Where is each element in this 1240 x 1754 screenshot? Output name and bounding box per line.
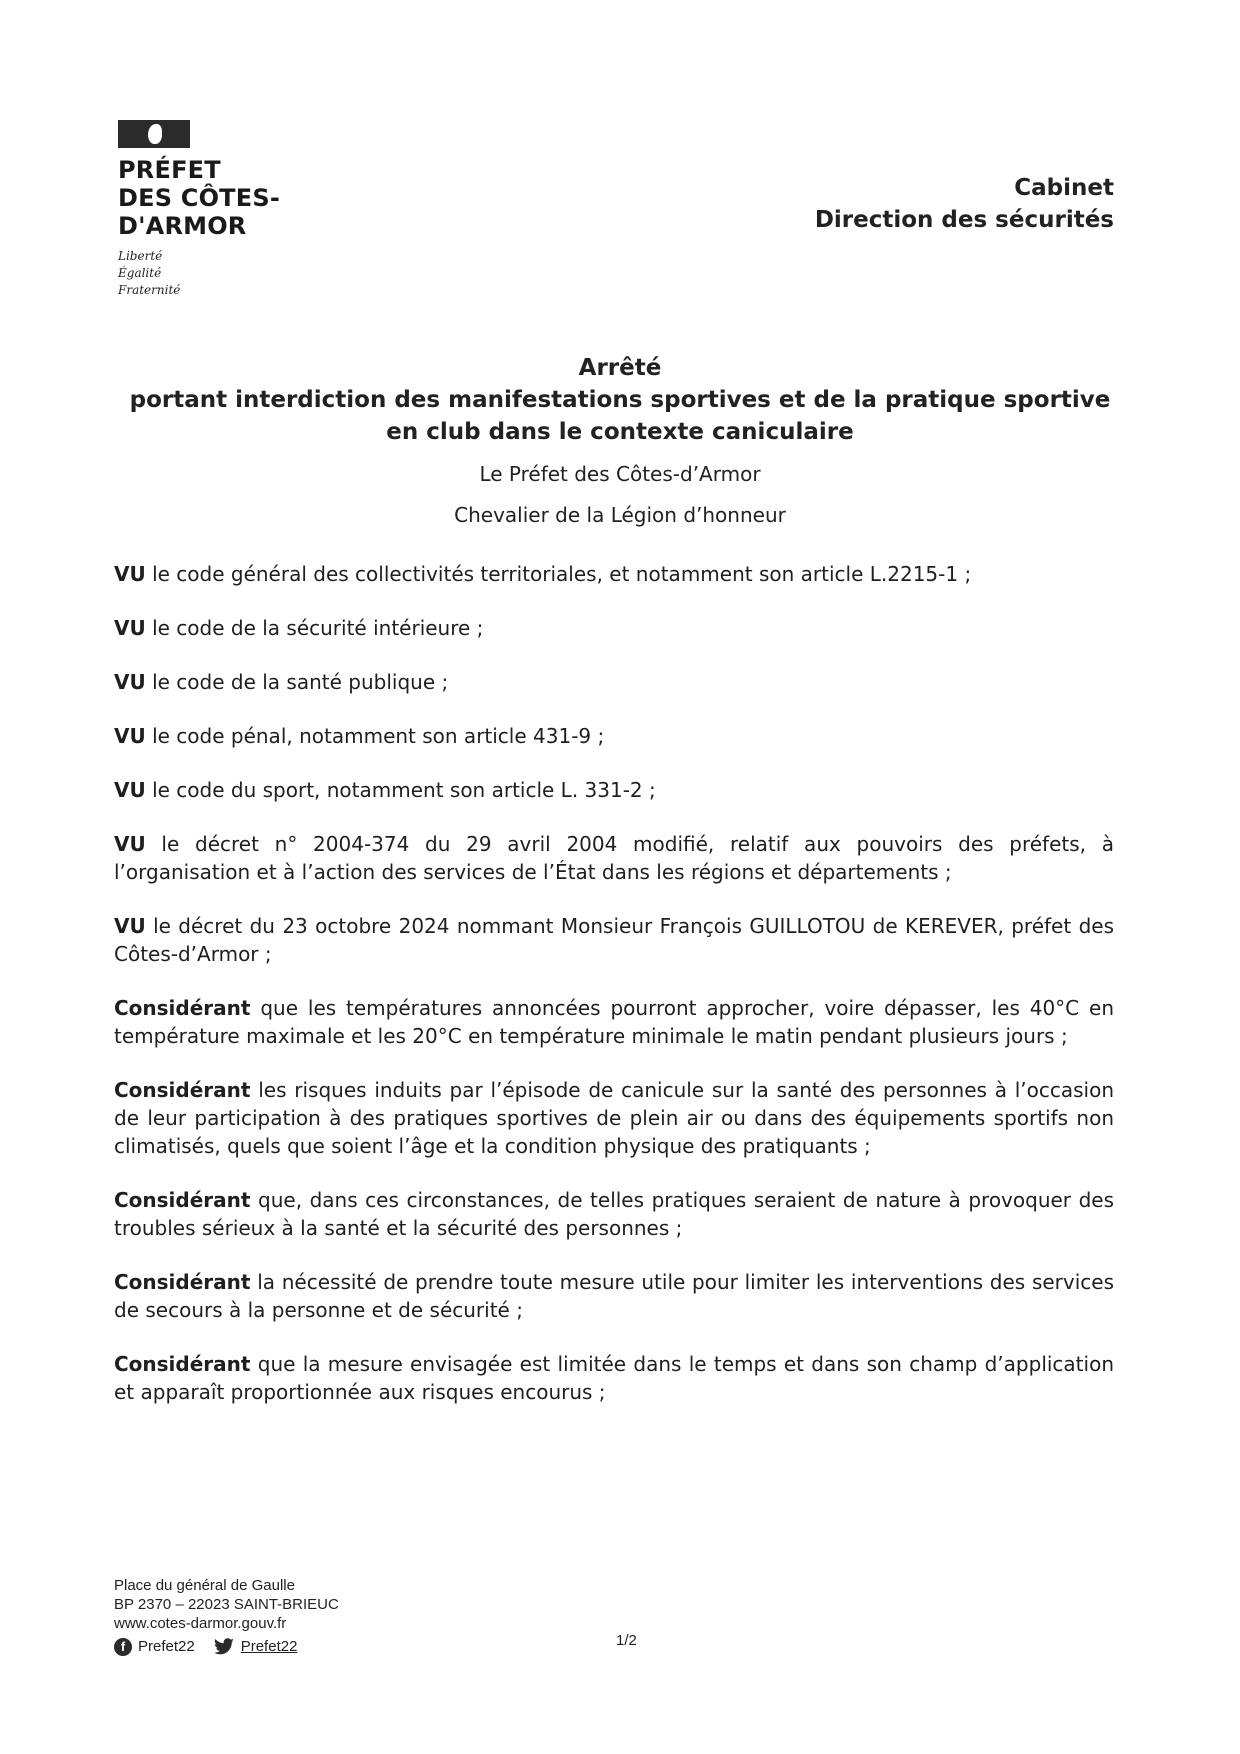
paragraph-keyword: Considérant	[114, 1078, 251, 1102]
paragraph-text: le décret n° 2004-374 du 29 avril 2004 modifié, relatif aux pouvoirs des préfets, à l’organisation et à l’action des services de l’État dans les régions et départements ;	[114, 832, 1114, 884]
paragraph	[114, 560, 1114, 588]
facebook-icon[interactable]: f	[114, 1638, 132, 1656]
prefet-line: DES CÔTES-	[118, 184, 280, 212]
paragraph-keyword: VU	[114, 670, 146, 694]
service-cabinet: Cabinet	[1014, 175, 1114, 201]
paragraph-text: le code du sport, notamment son article L. 331-2 ;	[145, 778, 656, 802]
footer-address1: Place du général de Gaulle	[114, 1577, 295, 1594]
footer	[114, 1576, 339, 1656]
devise-line: Égalité	[118, 266, 162, 280]
paragraph-text: les risques induits par l’épisode de canicule sur la santé des personnes à l’occasion de leur participation à des pratiques sportives de plein air ou dans des équipements sportifs non climatisés, quels que soient l’âge et la condition physique des pratiquants ;	[114, 1078, 1114, 1158]
paragraph	[114, 722, 1114, 750]
document-heading: Arrêté	[578, 355, 662, 381]
paragraph-keyword: Considérant	[114, 1352, 251, 1376]
paragraph-keyword: VU	[114, 778, 146, 802]
page-number: 1/2	[616, 1632, 637, 1649]
paragraph-text: que la mesure envisagée est limitée dans le temps et dans son champ d’application et apparaît proportionnée aux risques encourus ;	[114, 1352, 1114, 1404]
prefet-line: PRÉFET	[118, 156, 221, 184]
paragraph-text: le code de la sécurité intérieure ;	[145, 616, 484, 640]
paragraph	[114, 1186, 1114, 1242]
paragraph-text: la nécessité de prendre toute mesure utile pour limiter les interventions des services de secours à la personne et de sécurité ;	[114, 1270, 1114, 1322]
paragraph-text: que les températures annoncées pourront approcher, voire dépasser, les 40°C en température maximale et les 20°C en température minimale le matin pendant plusieurs jours ;	[114, 996, 1114, 1048]
paragraph-keyword: VU	[114, 562, 146, 586]
paragraph-text: que, dans ces circonstances, de telles pratiques seraient de nature à provoquer des troubles sérieux à la santé et la sécurité des personnes ;	[114, 1188, 1114, 1240]
paragraph	[114, 1350, 1114, 1406]
paragraph	[114, 614, 1114, 642]
paragraph	[114, 830, 1114, 886]
prefet-name	[118, 156, 280, 240]
devise-line: Fraternité	[118, 283, 181, 297]
paragraph-keyword: Considérant	[114, 1188, 251, 1212]
paragraph-text: le code général des collectivités territoriales, et notamment son article L.2215-1 ;	[145, 562, 972, 586]
service-direction: Direction des sécurités	[814, 207, 1114, 233]
authority-line2: Chevalier de la Légion d’honneur	[454, 503, 786, 527]
paragraph-keyword: VU	[114, 832, 146, 856]
paragraph-text: le code de la santé publique ;	[145, 670, 449, 694]
paragraph-text: le décret du 23 octobre 2024 nommant Monsieur François GUILLOTOU de KEREVER, préfet des Côtes-d’Armor ;	[114, 914, 1114, 966]
document-body	[114, 560, 1114, 1432]
twitter-icon[interactable]	[213, 1638, 235, 1656]
paragraph-keyword: VU	[114, 724, 146, 748]
paragraph-text: le code pénal, notamment son article 431-9 ;	[145, 724, 605, 748]
service-block	[815, 172, 1114, 236]
facebook-handle[interactable]: Prefet22	[138, 1638, 195, 1655]
paragraph	[114, 994, 1114, 1050]
paragraph-keyword: VU	[114, 616, 146, 640]
paragraph	[114, 1268, 1114, 1324]
prefet-line: D'ARMOR	[118, 212, 247, 240]
devise	[118, 248, 280, 299]
prefecture-logo	[118, 120, 280, 299]
marianne-flag-icon	[118, 120, 190, 148]
paragraph-keyword: Considérant	[114, 1270, 251, 1294]
document-title-line1: portant interdiction des manifestations sportives et de la pratique sportive	[129, 387, 1111, 413]
authority-line1: Le Préfet des Côtes-d’Armor	[479, 462, 761, 486]
paragraph	[114, 1076, 1114, 1160]
devise-line: Liberté	[118, 249, 163, 263]
paragraph-keyword: VU	[114, 914, 146, 938]
footer-website[interactable]: www.cotes-darmor.gouv.fr	[114, 1615, 287, 1632]
paragraph-keyword: Considérant	[114, 996, 251, 1020]
title-block	[110, 352, 1130, 536]
paragraph	[114, 776, 1114, 804]
paragraph	[114, 912, 1114, 968]
footer-address2: BP 2370 – 22023 SAINT-BRIEUC	[114, 1596, 339, 1613]
paragraph	[114, 668, 1114, 696]
social-links	[114, 1637, 339, 1656]
document-title-line2: en club dans le contexte caniculaire	[386, 419, 854, 445]
twitter-handle[interactable]: Prefet22	[240, 1638, 298, 1655]
